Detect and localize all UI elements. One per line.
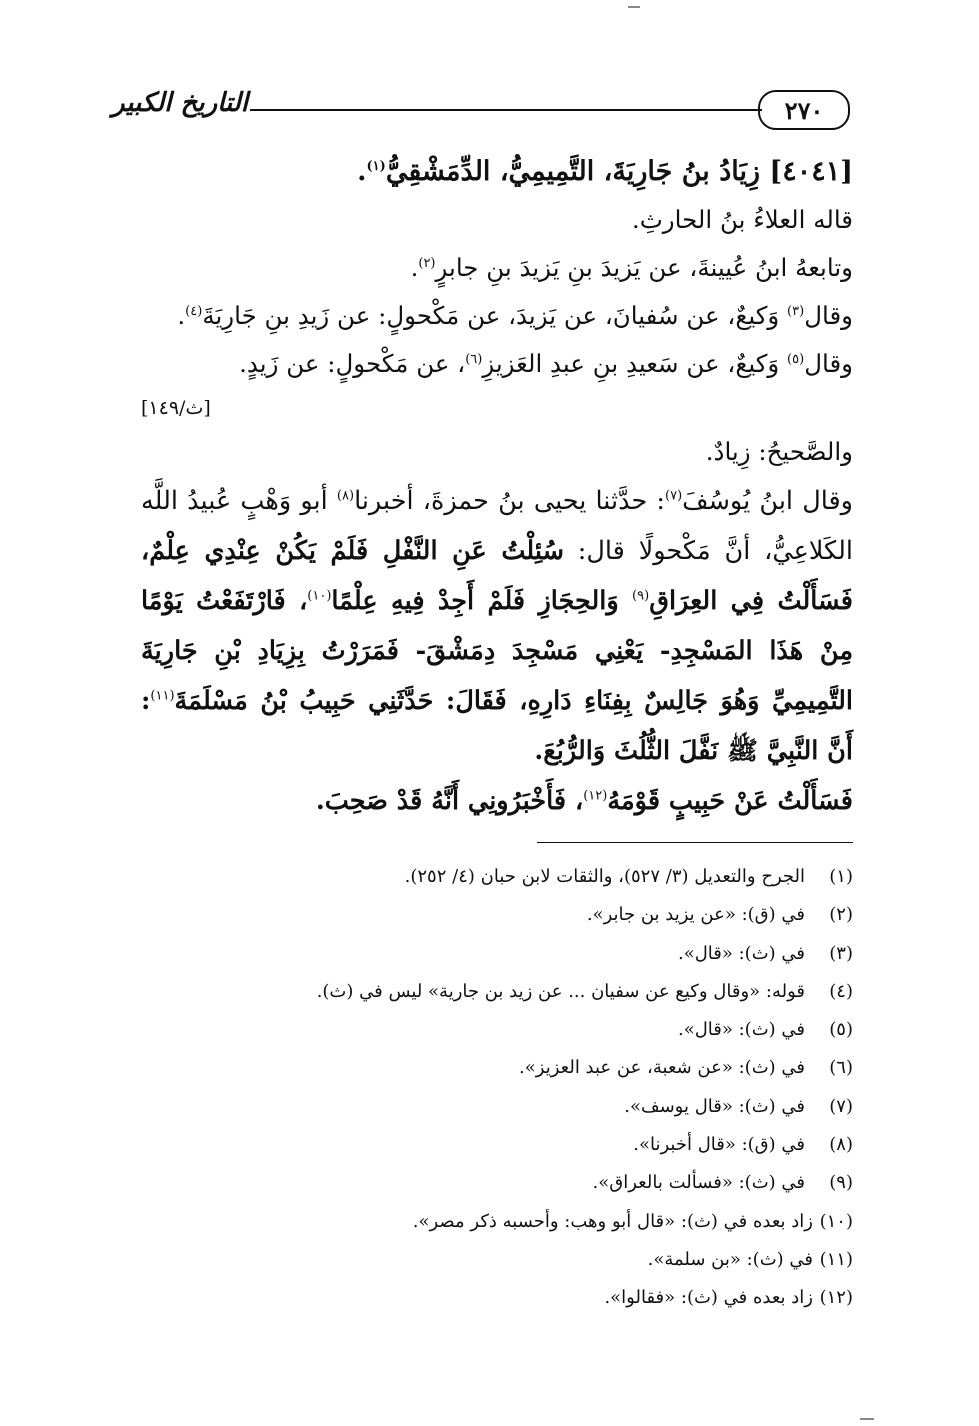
footnote-text: في (ث): «عن شعبة، عن عبد العزيز». xyxy=(519,1057,805,1079)
text-span: والصَّحيحُ: زِيادٌ. xyxy=(705,437,853,466)
footnote-text: في (ق): «عن يزيد بن جابر». xyxy=(586,904,805,926)
paragraph xyxy=(141,428,853,476)
footnote-ref: (٧) xyxy=(665,488,683,504)
page-ref-text: [ث/١٤٩] xyxy=(141,397,211,419)
footnote xyxy=(141,1049,853,1087)
footnote-number: (٨) xyxy=(829,1134,853,1156)
text-span: وقال xyxy=(804,349,853,378)
paragraph xyxy=(141,340,853,388)
footnote xyxy=(141,858,853,896)
hadith-text: وَالحِجَازِ فَلَمْ أَجِدْ فِيهِ عِلْمًا xyxy=(331,586,633,616)
footnote-ref: (١) xyxy=(366,159,386,174)
page-number: ٢٧٠ xyxy=(758,90,850,130)
hadith-text: ، فَأَخْبَرُونِي أَنَّهُ قَدْ صَحِبَ. xyxy=(315,786,584,816)
footnote xyxy=(141,1203,853,1241)
footnote-number: (١١) xyxy=(819,1248,853,1270)
hadith-text: سُئِلْتُ عَنِ النَّفْلِ فَلَمْ يَكُنْ عِنْدِي عِلْمٌ، فَسَأَلْتُ فِي العِرَاقِ xyxy=(141,536,853,616)
scan-mark-bottom xyxy=(860,1418,874,1420)
text-span: ، عن مَكْحولٍ: عن زَيدٍ. xyxy=(239,349,466,378)
footnote-ref: (٣) xyxy=(787,303,805,319)
footnote-number: (١٠) xyxy=(819,1210,853,1232)
footnote-ref: (٤) xyxy=(185,303,203,319)
text-span: وقال ابنُ يُوسُفَ xyxy=(682,486,853,516)
text-span: وقال xyxy=(804,301,853,330)
footnote-text: زاد بعده في (ث): «قال أبو وهب: وأحسبه ذكر مصر». xyxy=(412,1210,813,1232)
footnotes-list xyxy=(141,858,853,1318)
footnote-ref: (٩) xyxy=(632,588,650,604)
page-header xyxy=(110,82,850,134)
footnote-text: في (ث): «قال». xyxy=(677,1019,805,1041)
book-title: التاريخ الكبير xyxy=(111,88,249,118)
footnote-text: في (ث): «بن سلمة». xyxy=(647,1248,813,1270)
text-span: وَكيعٌ، عن سُفيانَ، عن يَزيدَ، عن مَكْحولٍ: عن زَيدِ بنِ جَارِيَةَ xyxy=(202,301,788,330)
entry-number: [٤٠٤١] xyxy=(769,156,853,187)
text-span: وتابعهُ ابنُ عُيينةَ، عن يَزيدَ بنِ يَزيدَ بنِ جابرٍ xyxy=(435,253,853,282)
paragraph xyxy=(141,244,853,292)
footnote-ref: (٦) xyxy=(465,351,483,367)
footnote-text: في (ث): «قال». xyxy=(677,942,805,964)
entry-end: . xyxy=(357,156,367,187)
footnote-number: (٦) xyxy=(829,1057,853,1079)
header-rule xyxy=(250,109,762,111)
footnote-number: (٤) xyxy=(829,980,853,1002)
paragraph xyxy=(141,196,853,244)
footnote-number: (٢) xyxy=(829,904,853,926)
footnote-ref: (٨) xyxy=(336,488,355,504)
footnote xyxy=(141,935,853,973)
hadith-paragraph xyxy=(141,476,853,776)
text-span: وَكيعٌ، عن سَعيدِ بنِ عبدِ العَزيزِ xyxy=(482,349,788,378)
hadith-text: فَسَأَلْتُ عَنْ حَبِيبٍ قَوْمَهُ xyxy=(607,786,853,816)
footnote xyxy=(141,973,853,1011)
hadith-text: ، فَارْتَفَعْتُ يَوْمًا مِنْ هَذَا المَسْجِدِ- يَعْنِي مَسْجِدَ دِمَشْقَ- فَمَرَرْتُ بِزِيَادِ بْنِ جَارِيَةَ التَّمِيمِيِّ وَهُوَ جَالِسٌ بِفِنَاءِ دَارِهِ، فَقَالَ: حَدَّثَنِي حَبِيبُ بْنُ مَسْلَمَةَ xyxy=(141,586,853,716)
footnote-text: الجرح والتعديل (٣/ ٥٢٧)، والثقات لابن حبان (٤/ ٢٥٢). xyxy=(404,866,805,887)
hadith-text: : أَنَّ النَّبِيَّ ﷺ نَفَّلَ الثُّلُثَ وَالرُّبُعَ. xyxy=(141,686,853,766)
footnote-ref: (١٢) xyxy=(583,788,608,804)
footnote-number: (٥) xyxy=(829,1019,853,1041)
footnote-number: (١) xyxy=(829,866,853,887)
scan-mark-top xyxy=(628,6,640,8)
footnote xyxy=(141,896,853,934)
text-span: . xyxy=(410,253,419,282)
text-span: قاله العلاءُ بنُ الحارثِ. xyxy=(631,205,853,234)
footnote-text: في (ث): «فسألت بالعراق». xyxy=(592,1172,805,1194)
entry-heading xyxy=(141,148,853,196)
footnote xyxy=(141,1126,853,1164)
footnote-number: (١٢) xyxy=(819,1287,853,1309)
text-span: . xyxy=(177,301,186,330)
main-text xyxy=(141,148,853,826)
footnote-separator xyxy=(537,842,853,843)
footnote-ref: (١٠) xyxy=(307,588,332,604)
footnote-number: (٩) xyxy=(829,1172,853,1194)
footnote-number: (٣) xyxy=(829,942,853,964)
manuscript-page-ref xyxy=(141,388,853,428)
hadith-paragraph xyxy=(141,776,853,826)
footnote xyxy=(141,1241,853,1279)
footnote-number: (٧) xyxy=(829,1095,853,1117)
footnote-text: زاد بعده في (ث): «فقالوا». xyxy=(604,1287,813,1309)
footnote xyxy=(141,1279,853,1317)
footnote-text: في (ث): «قال يوسف». xyxy=(624,1095,805,1117)
footnote-ref: (١١) xyxy=(150,688,175,704)
entry-name: زِيَادُ بنُ جَارِيَةَ، التَّمِيمِيُّ، الدِّمَشْقِيُّ xyxy=(385,156,761,187)
text-span: أبو وَهْبٍ عُبيدُ اللَّه الكَلاعِيُّ، أنَّ مَكْحولًا قال: xyxy=(141,486,853,566)
footnote-ref: (٢) xyxy=(418,255,436,271)
footnote xyxy=(141,1088,853,1126)
text-span: : حدَّثنا يحيى بنُ حمزةَ، أخبرنا xyxy=(354,486,666,516)
footnote xyxy=(141,1164,853,1202)
footnote-text: في (ق): «قال أخبرنا». xyxy=(633,1134,805,1156)
footnote xyxy=(141,1011,853,1049)
paragraph xyxy=(141,292,853,340)
footnote-ref: (٥) xyxy=(787,351,805,367)
footnote-text: قوله: «وقال وكيع عن سفيان ... عن زيد بن جارية» ليس في (ث). xyxy=(316,980,805,1002)
